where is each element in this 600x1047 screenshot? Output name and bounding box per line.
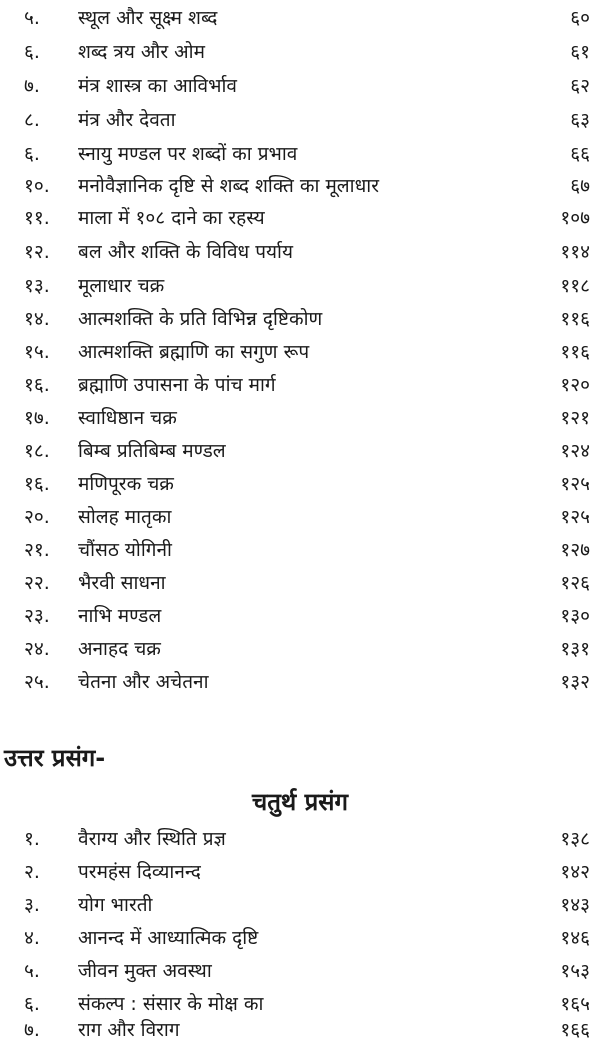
toc-entry-page: ६३ (570, 109, 590, 131)
toc-entry-page: १३८ (560, 828, 590, 850)
toc-entry-title: मंत्र और देवता (78, 109, 176, 131)
toc-entry-number: १४. (24, 308, 50, 330)
toc-entry-page: १३० (560, 605, 590, 627)
toc-entry-page: १३२ (560, 671, 590, 693)
toc-entry-number: १८. (24, 440, 50, 462)
toc-entry-page: ११८ (560, 275, 590, 297)
toc-entry-title: मंत्र शास्त्र का आविर्भाव (78, 75, 237, 97)
toc-entry-page: ६६ (570, 143, 590, 165)
toc-entry-number: ५. (24, 7, 40, 29)
toc-entry-title: संकल्प : संसार के मोक्ष का (78, 993, 264, 1015)
toc-entry-page: १४३ (560, 894, 590, 916)
toc-row (0, 666, 600, 698)
toc-row (0, 202, 600, 234)
toc-row (0, 170, 600, 202)
toc-entry-number: १. (24, 828, 40, 850)
toc-entry-page: १२१ (560, 407, 590, 429)
toc-row (0, 336, 600, 368)
toc-entry-number: ७. (24, 75, 40, 97)
toc-entry-page: १३१ (560, 638, 590, 660)
toc-entry-title: स्वाधिष्ठान चक्र (78, 407, 177, 429)
toc-entry-number: ८. (24, 109, 40, 131)
toc-entry-title: स्थूल और सूक्ष्म शब्द (78, 7, 218, 29)
toc-entry-title: शब्द त्रय और ओम (78, 41, 205, 63)
toc-entry-page: १२५ (560, 506, 590, 528)
toc-entry-title: आनन्द में आध्यात्मिक दृष्टि (78, 927, 259, 949)
toc-entry-number: ६. (24, 41, 40, 63)
toc-entry-title: आत्मशक्ति ब्रह्माणि का सगुण रूप (78, 341, 310, 363)
toc-entry-title: परमहंस दिव्यानन्द (78, 861, 201, 883)
toc-row (0, 70, 600, 102)
toc-entry-page: ६७ (570, 175, 590, 197)
toc-row (0, 303, 600, 335)
toc-entry-title: जीवन मुक्त अवस्था (78, 960, 212, 982)
toc-row (0, 567, 600, 599)
toc-row (0, 501, 600, 533)
toc-entry-title: मनोवैज्ञानिक दृष्टि से शब्द शक्ति का मूलाधार (78, 175, 379, 197)
toc-entry-page: ६१ (570, 41, 590, 63)
toc-entry-number: १०. (24, 175, 50, 197)
toc-entry-title: सोलह मातृका (78, 506, 172, 528)
toc-entry-number: १३. (24, 275, 50, 297)
toc-entry-number: १७. (24, 407, 50, 429)
toc-row (0, 270, 600, 302)
toc-entry-title: ब्रह्माणि उपासना के पांच मार्ग (78, 374, 276, 396)
toc-entry-page: ६० (570, 7, 590, 29)
toc-row (0, 369, 600, 401)
toc-entry-number: २१. (24, 539, 50, 561)
toc-entry-page: १४२ (560, 861, 590, 883)
toc-entry-number: ७. (24, 1019, 40, 1041)
section-heading: उत्तर प्रसंग- (4, 744, 106, 772)
toc-row (0, 468, 600, 500)
toc-entry-page: १२० (560, 374, 590, 396)
toc-row (0, 236, 600, 268)
toc-entry-page: १२५ (560, 473, 590, 495)
toc-row (0, 435, 600, 467)
toc-entry-title: मूलाधार चक्र (78, 275, 165, 297)
toc-entry-page: १५३ (560, 960, 590, 982)
toc-entry-title: भैरवी साधना (78, 572, 166, 594)
toc-entry-title: आत्मशक्ति के प्रति विभिन्न दृष्टिकोण (78, 308, 323, 330)
toc-entry-number: ६. (24, 993, 40, 1015)
toc-entry-number: २५. (24, 671, 50, 693)
toc-row (0, 104, 600, 136)
toc-row (0, 1014, 600, 1046)
toc-entry-number: २. (24, 861, 40, 883)
toc-entry-page: १२४ (560, 440, 590, 462)
toc-entry-number: २३. (24, 605, 50, 627)
toc-entry-page: १०७ (560, 207, 590, 229)
toc-entry-page: ६२ (570, 75, 590, 97)
toc-entry-page: ११६ (560, 341, 590, 363)
toc-entry-number: ४. (24, 927, 40, 949)
toc-row (0, 600, 600, 632)
toc-entry-page: १२६ (560, 572, 590, 594)
toc-row (0, 36, 600, 68)
toc-entry-number: १५. (24, 341, 50, 363)
subsection-heading: चतुर्थ प्रसंग (251, 788, 348, 816)
toc-entry-number: १६. (24, 374, 50, 396)
toc-row (0, 889, 600, 921)
toc-entry-page: १४६ (560, 927, 590, 949)
toc-entry-number: २२. (24, 572, 50, 594)
toc-entry-title: माला में १०८ दाने का रहस्य (78, 207, 265, 229)
toc-entry-number: ५. (24, 960, 40, 982)
toc-row (0, 534, 600, 566)
toc-row (0, 2, 600, 34)
toc-entry-title: राग और विराग (78, 1019, 180, 1041)
toc-row (0, 633, 600, 665)
toc-row (0, 955, 600, 987)
toc-row (0, 823, 600, 855)
toc-entry-title: चेतना और अचेतना (78, 671, 209, 693)
toc-entry-title: योग भारती (78, 894, 153, 916)
toc-entry-number: २४. (24, 638, 50, 660)
toc-entry-title: वैराग्य और स्थिति प्रज्ञ (78, 828, 226, 850)
toc-entry-page: १६५ (560, 993, 590, 1015)
toc-entry-title: स्नायु मण्डल पर शब्दों का प्रभाव (78, 143, 298, 165)
toc-entry-title: अनाहद चक्र (78, 638, 161, 660)
toc-row (0, 138, 600, 170)
toc-entry-number: ६. (24, 143, 40, 165)
toc-entry-number: १२. (24, 241, 50, 263)
toc-entry-number: २०. (24, 506, 50, 528)
toc-entry-page: ११६ (560, 308, 590, 330)
toc-entry-page: ११४ (560, 241, 590, 263)
toc-entry-page: १६६ (560, 1019, 590, 1041)
toc-entry-page: १२७ (560, 539, 590, 561)
toc-entry-number: १६. (24, 473, 50, 495)
toc-entry-number: ३. (24, 894, 40, 916)
toc-entry-title: बल और शक्ति के विविध पर्याय (78, 241, 293, 263)
toc-entry-title: नाभि मण्डल (78, 605, 162, 627)
toc-entry-title: बिम्ब प्रतिबिम्ब मण्डल (78, 440, 226, 462)
toc-entry-number: ११. (24, 207, 50, 229)
toc-row (0, 856, 600, 888)
toc-entry-title: मणिपूरक चक्र (78, 473, 174, 495)
toc-row (0, 922, 600, 954)
toc-entry-title: चौंसठ योगिनी (78, 539, 172, 561)
toc-row (0, 402, 600, 434)
